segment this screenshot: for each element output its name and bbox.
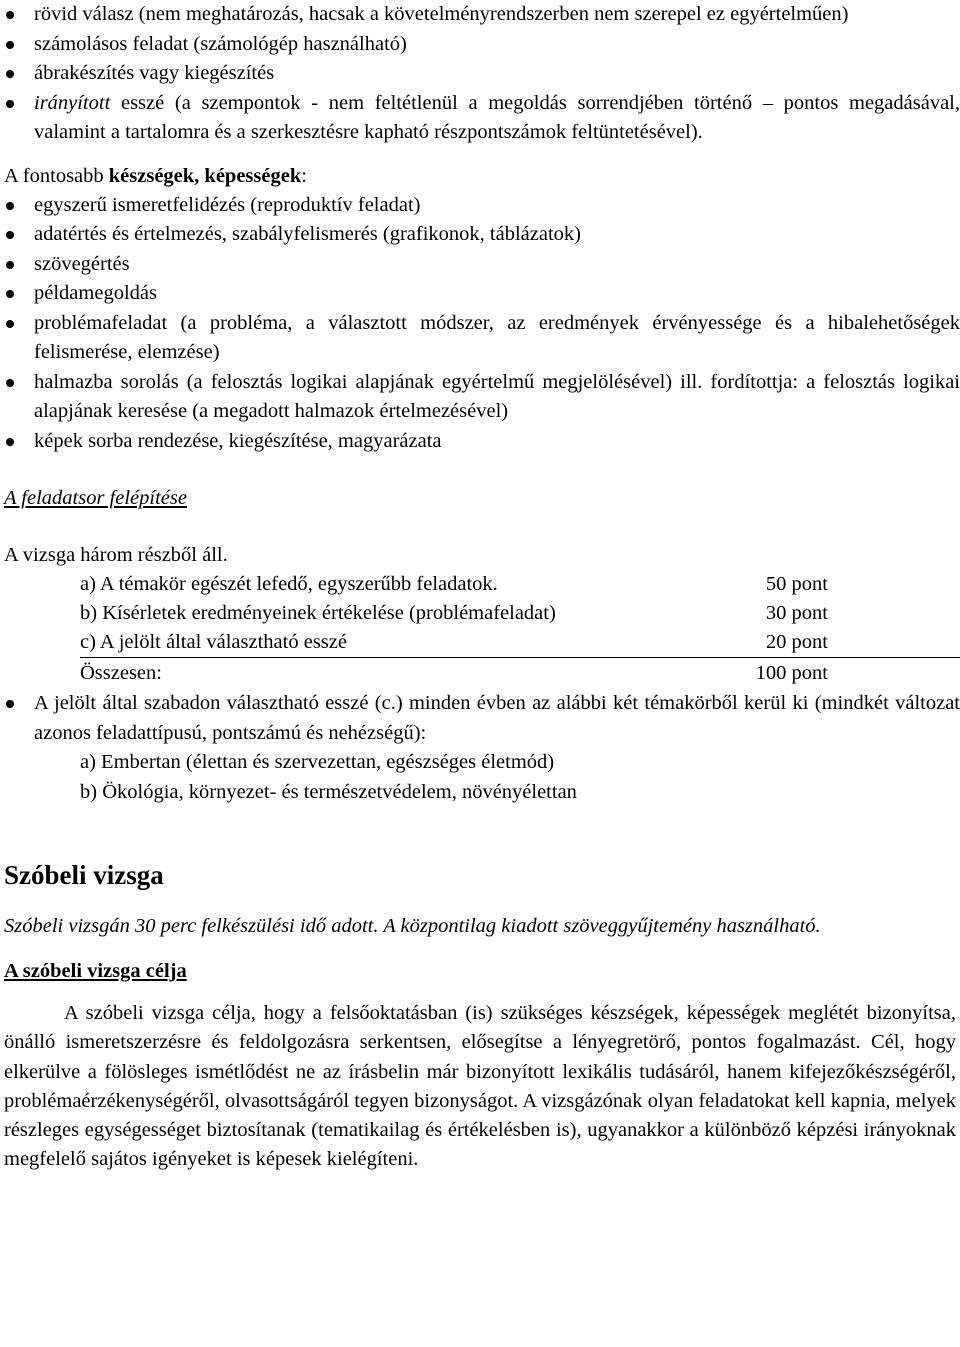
list-item: képek sorba rendezése, kiegészítése, magyarázata	[4, 427, 960, 457]
list-item: A jelölt által szabadon választható esszé (c.) minden évben az alábbi két témakörből kerül ki (mindkét változat azonos feladattípusú, pontszámú és nehézségű):	[4, 689, 960, 748]
part-points: 20 pont	[765, 631, 828, 653]
essay-item-text: esszé (a szempontok - nem feltétlenül a megoldás sorrendjében történő – pontos megadásával, valamint a tartalomra és a szerkesztésre kapható részpontszámok feltüntetésével).	[34, 91, 960, 143]
total-row	[80, 658, 960, 690]
list-item: példamegoldás	[4, 279, 960, 309]
table-row	[80, 628, 960, 658]
list-item	[4, 89, 960, 148]
list-item: ábrakészítés vagy kiegészítés	[4, 59, 960, 89]
list-item: adatértés és értelmezés, szabályfelismerés (grafikonok, táblázatok)	[4, 220, 960, 250]
oral-goal-paragraph: A szóbeli vizsga célja, hogy a felsőoktatásban (is) szükséges készségek, képességek meglétét bizonyítsa, önálló ismeretszerzésre és feldolgozásra serkentsen, elősegítse a lényegretörő, pontos fogalmazást. Cél, hogy elkerülve a fölösleges ismétlődést ne az írásbelin már bizonyított lexikális tudásáról, hanem kifejezőkészségéről, problémaérzékenységéről, olvasottságáról tegyen bizonyságot. A vizsgázónak olyan feladatokat kell kapnia, melyek részleges egységességet biztosítanak (tematikailag és értékelésben is), ugyanakkor a különböző képzési irányoknak megfelelő sajátos igényeket is képesek kielégíteni.	[4, 1002, 956, 1171]
skills-intro-bold: készségek, képességek	[108, 164, 302, 187]
total-label: Összesen:	[80, 658, 698, 690]
list-item: szövegértés	[4, 250, 960, 280]
essay-topic: a) Embertan (élettan és szervezettan, egészséges életmód)	[80, 751, 555, 773]
total-points: 100 pont	[698, 658, 960, 690]
list-item: számolásos feladat (számológép használható)	[4, 30, 960, 60]
table-row	[80, 599, 960, 628]
essay-italic-term: irányított	[34, 91, 111, 114]
part-label: a) A témakör egészét lefedő, egyszerűbb feladatok.	[80, 573, 498, 595]
structure-title: A feladatsor felépítése	[4, 487, 187, 509]
skills-intro-prefix: A fontosabb	[4, 164, 109, 187]
essay-choice-list	[4, 689, 960, 748]
list-item: halmazba sorolás (a felosztás logikai alapjának egyértelmű megjelölésével) ill. fordítottja: a felosztás logikai alapjának keresése (a megadott halmazok értelmezésével)	[4, 368, 960, 427]
task-type-list	[4, 0, 960, 148]
part-points: 30 pont	[765, 602, 828, 624]
oral-goal-heading: A szóbeli vizsga célja	[4, 960, 187, 982]
exam-parts-intro: A vizsga három részből áll.	[4, 544, 228, 566]
part-points: 50 pont	[765, 573, 828, 595]
skills-list	[4, 191, 960, 457]
oral-exam-heading: Szóbeli vizsga	[4, 860, 164, 890]
list-item: rövid válasz (nem meghatározás, hacsak a követelményrendszerben nem szerepel ez egyértelműen)	[4, 0, 960, 30]
oral-exam-note: Szóbeli vizsgán 30 perc felkészülési idő adott. A központilag kiadott szöveggyűjtemény használható.	[4, 915, 821, 937]
part-label: b) Kísérletek eredményeinek értékelése (problémafeladat)	[80, 602, 556, 624]
essay-topic: b) Ökológia, környezet- és természetvédelem, növényélettan	[80, 780, 577, 803]
list-item: problémafeladat (a probléma, a választott módszer, az eredmények érvényessége és a hibalehetőségek felismerése, elemzése)	[4, 309, 960, 368]
list-item: egyszerű ismeretfelidézés (reproduktív feladat)	[4, 191, 960, 221]
skills-intro-suffix: :	[301, 164, 307, 187]
part-label: c) A jelölt által választható esszé	[80, 631, 347, 653]
table-row	[80, 570, 960, 599]
exam-parts-table	[80, 570, 960, 689]
skills-intro	[4, 161, 960, 191]
